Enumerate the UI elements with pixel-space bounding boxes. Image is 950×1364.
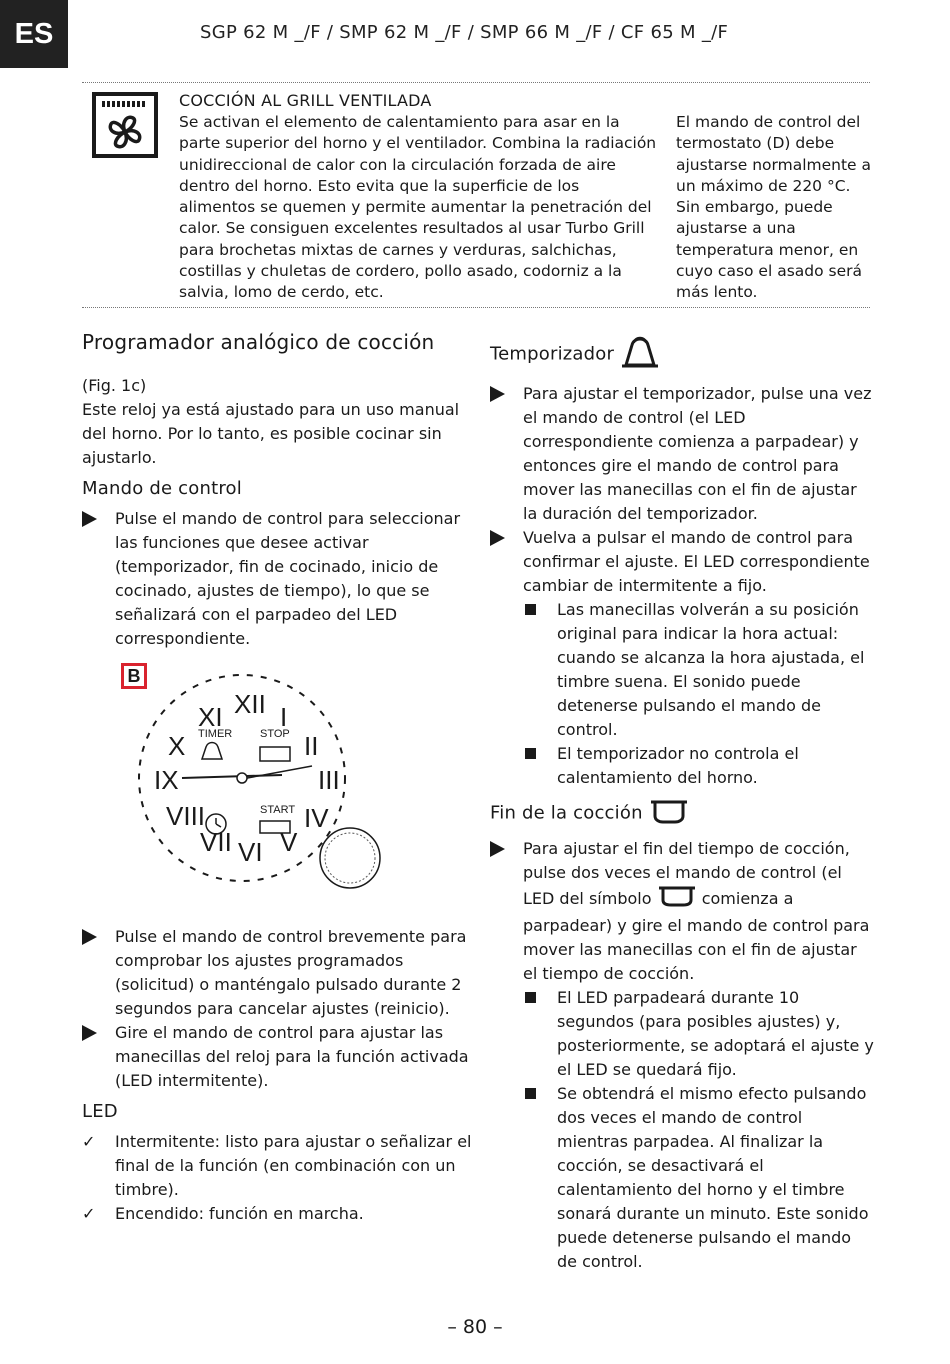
stop-label: STOP: [260, 728, 290, 740]
list-item: Pulse el mando de control para seleccionar las funciones que desee activar (temporizador, fin de cocinado, inicio de cocinado, ajustes de tiempo), lo que se señalizará con el parpadeo del LED correspondiente.: [82, 507, 477, 651]
divider-bottom: [82, 307, 870, 308]
bell-icon: [620, 335, 660, 374]
section-title-programmer: Programador analógico de cocción: [82, 330, 435, 354]
square-bullet-icon: [525, 742, 536, 766]
triangle-bullet-icon: [490, 837, 510, 864]
square-bullet-icon: [525, 986, 536, 1010]
numeral-x: X: [168, 731, 186, 761]
clock-figure: [82, 661, 462, 901]
sub-list-item: Las manecillas volverán a su posición original para indicar la hora actual: cuando se alcanza la hora ajustada, el timbre suena. El sonido puede detenerse pulsando el mando de control.: [490, 598, 875, 742]
triangle-bullet-icon: [490, 382, 510, 409]
figure-badge: B: [121, 663, 147, 689]
list-item: Para ajustar el fin del tiempo de cocción, pulse dos veces el mando de control (el LED del símbolo comienza a parpadear) y gire el mando de control para mover las manecillas con el fin de ajustar el tiempo de cocción.: [490, 837, 875, 986]
numeral-ix: IX: [154, 765, 179, 795]
list-item: ✓ Encendido: función en marcha.: [82, 1202, 477, 1226]
subtitle-timer: Temporizador: [490, 335, 875, 374]
numeral-xi: XI: [198, 702, 223, 732]
left-column: [82, 330, 477, 1226]
sub-list-item: El temporizador no controla el calentamiento del horno.: [490, 742, 875, 790]
thermostat-note: El mando de control del termostato (D) debe ajustarse normalmente a un máximo de 220 °C. Sin embargo, puede ajustarse a una temperatura menor, en cuyo caso el asado será más lento.: [676, 113, 871, 302]
page-number: – 80 –: [447, 1316, 503, 1338]
model-list: SGP 62 M _/F / SMP 62 M _/F / SMP 66 M _/F / CF 65 M _/F: [200, 22, 729, 43]
numeral-xii: XII: [234, 689, 266, 719]
triangle-bullet-icon: [490, 526, 510, 553]
numeral-iii: III: [318, 765, 340, 795]
triangle-bullet-icon: [82, 1021, 102, 1048]
subtitle-control-knob: Mando de control: [82, 478, 242, 499]
triangle-bullet-icon: [82, 507, 102, 534]
sub-list-item: El LED parpadeará durante 10 segundos (para posibles ajustes) y, posteriormente, se adoptará el ajuste y el LED se quedará fijo.: [490, 986, 875, 1082]
numeral-viii: VIII: [166, 801, 206, 831]
checkmark-icon: ✓: [82, 1204, 96, 1223]
checkmark-icon: ✓: [82, 1132, 96, 1151]
language-tab: ES: [0, 0, 68, 68]
timer-label: TIMER: [198, 728, 233, 740]
numeral-i: I: [280, 702, 288, 732]
intro-text: Este reloj ya está ajustado para un uso manual del horno. Por lo tanto, es posible cocinar sin ajustarlo.: [82, 400, 460, 467]
list-item: Pulse el mando de control brevemente para comprobar los ajustes programados (solicitud) o manténgalo pulsado durante 2 segundos para cancelar ajustes (reinicio).: [82, 925, 477, 1021]
grill-description: Se activan el elemento de calentamiento para asar en la parte superior del horno y el ventilador. Combina la radiación unidireccional de calor con la circulación forzada de aire dentro del horno. Esto evita que la superficie de los alimentos se quemen y permite aumentar la penetración del calor. Se consiguen excelentes resultados al usar Turbo Grill para brochetas mixtas de carnes y verduras, salchichas, costillas y chuletas de cordero, pollo asado, codorniz a la salvia, lomo de cerdo, etc.: [179, 113, 657, 302]
numeral-ii: II: [304, 731, 319, 761]
square-bullet-icon: [525, 598, 536, 622]
start-label: START: [260, 804, 296, 816]
figure-reference: (Fig. 1c): [82, 376, 147, 395]
subtitle-end-of-cooking: Fin de la cocción: [490, 798, 875, 829]
numeral-iiii: IV: [304, 803, 329, 833]
numeral-vii: VII: [200, 827, 232, 857]
fan-grill-icon: [92, 92, 158, 158]
pot-icon: [649, 798, 689, 829]
right-column: [490, 335, 875, 1274]
numeral-vi: VI: [238, 837, 263, 867]
sub-list-item: Se obtendrá el mismo efecto pulsando dos veces el mando de control mientras parpadea. Al finalizar la cocción, se desactivará el calentamiento del horno y el timbre sonará durante un minuto. Este sonido puede detenerse pulsando el mando de control.: [490, 1082, 875, 1274]
divider-top: [82, 82, 870, 83]
list-item: ✓ Intermitente: listo para ajustar o señalizar el final de la función (en combinación con un timbre).: [82, 1132, 472, 1199]
list-item: Vuelva a pulsar el mando de control para confirmar el ajuste. El LED correspondiente cambiar de intermitente a fijo.: [490, 526, 875, 598]
grill-title: COCCIÓN AL GRILL VENTILADA: [179, 91, 432, 110]
numeral-v: V: [280, 827, 298, 857]
triangle-bullet-icon: [82, 925, 102, 952]
list-item: Para ajustar el temporizador, pulse una vez el mando de control (el LED correspondiente comienza a parpadear) y entonces gire el mando de control para mover las manecillas con el fin de ajustar la duración del temporizador.: [490, 382, 875, 526]
pot-symbol-icon: [657, 885, 697, 914]
list-item: Gire el mando de control para ajustar las manecillas del reloj para la función activada (LED intermitente).: [82, 1021, 477, 1093]
subtitle-led: LED: [82, 1101, 118, 1122]
square-bullet-icon: [525, 1082, 536, 1106]
